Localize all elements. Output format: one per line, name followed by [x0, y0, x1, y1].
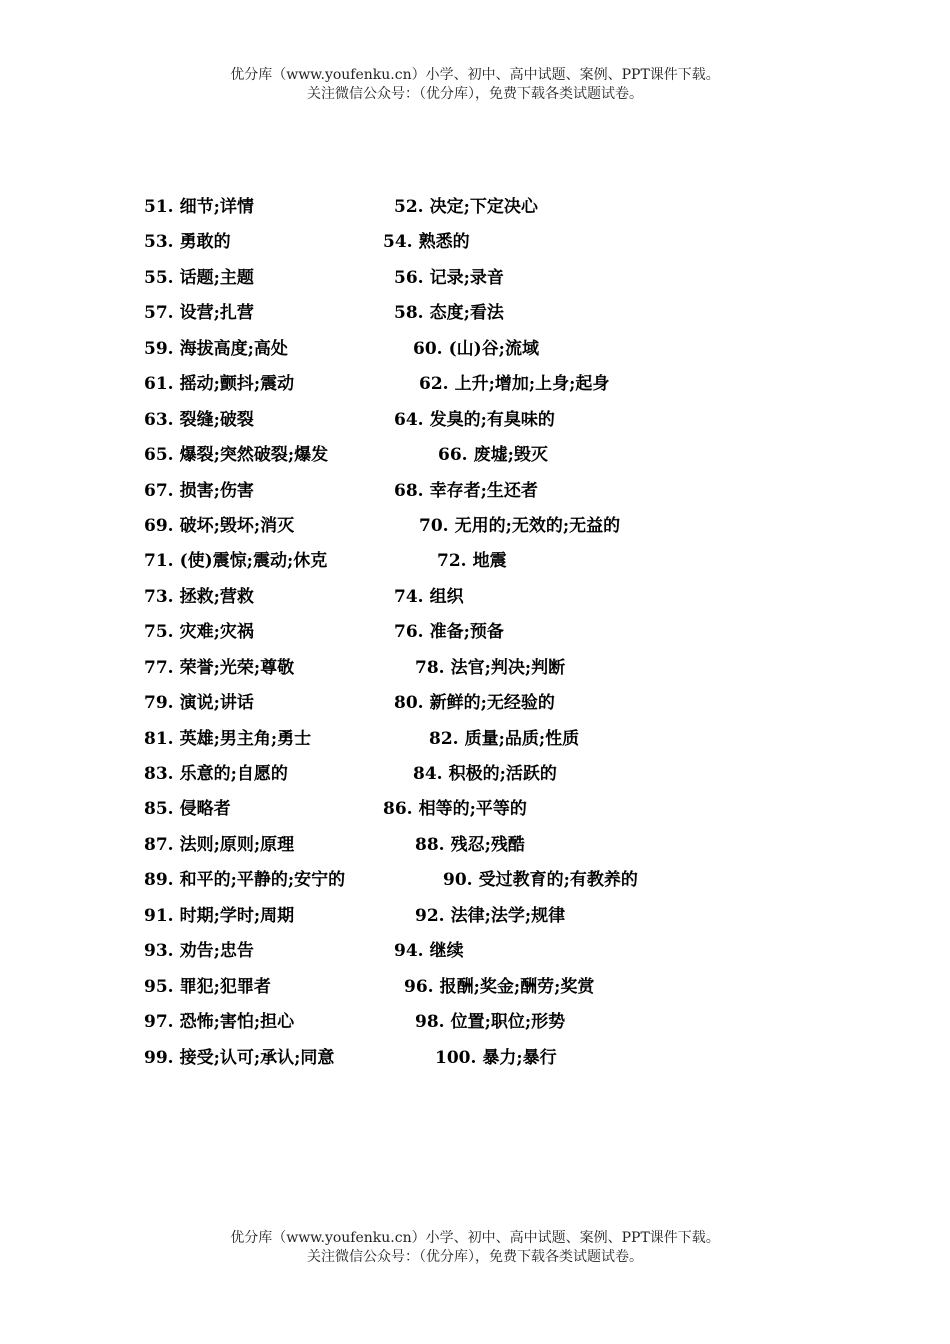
entry-left [144, 549, 327, 573]
entry-number: 77. [144, 657, 174, 678]
entry-meaning: 摇动;颤抖;震动 [179, 374, 295, 395]
entry-meaning: 无用的;无效的;无益的 [454, 515, 621, 536]
entry-right [415, 833, 525, 857]
entry-row [0, 443, 950, 478]
entry-left [144, 372, 294, 396]
entry-left [144, 939, 254, 963]
entry-right [443, 868, 638, 892]
entry-number: 83. [144, 764, 174, 784]
entry-number: 55. [144, 267, 174, 288]
entry-meaning: 准备;预备 [429, 622, 504, 643]
entry-meaning: 受过教育的;有教养的 [478, 870, 638, 891]
entry-left [144, 762, 288, 786]
entry-number: 65. [144, 445, 174, 466]
entry-number: 57. [144, 303, 174, 324]
entry-meaning: 废墟;毁灭 [473, 445, 548, 466]
entry-meaning: 记录;录音 [429, 267, 504, 288]
entry-right [394, 691, 555, 715]
entry-number: 70. [419, 515, 449, 536]
entry-meaning: 和平的;平静的;安宁的 [179, 870, 346, 891]
entry-number: 58. [394, 303, 424, 324]
entry-row [0, 195, 950, 230]
entry-number: 84. [413, 764, 443, 784]
entry-number: 66. [438, 445, 468, 466]
entry-meaning: (使)震惊;震动;休克 [179, 551, 328, 572]
entry-number: 60. [413, 338, 443, 359]
entry-meaning: 接受;认可;承认;同意 [179, 1047, 335, 1068]
entry-number: 54. [383, 232, 413, 253]
entry-left [144, 514, 294, 538]
entry-right [415, 1010, 565, 1034]
entry-meaning: 演说;讲话 [179, 693, 254, 714]
footer-line-2: 关注微信公众号：（优分库），免费下载各类试题试卷。 [307, 1249, 643, 1265]
entry-number: 74. [394, 586, 424, 607]
entry-number: 93. [144, 941, 174, 962]
entry-meaning: 时期;学时;周期 [179, 905, 295, 926]
entry-number: 100. [435, 1047, 477, 1068]
entry-row [0, 514, 950, 549]
entry-meaning: 乐意的;自愿的 [179, 764, 288, 784]
entry-number: 85. [144, 799, 174, 820]
entry-right [415, 656, 565, 680]
entry-number: 80. [394, 693, 424, 714]
entry-meaning: 发臭的;有臭味的 [429, 409, 555, 430]
entry-meaning: 灾难;灾祸 [179, 622, 254, 643]
entry-meaning: 熟悉的 [418, 232, 470, 253]
entry-left [144, 868, 345, 892]
entry-left [144, 585, 254, 609]
entry-right [419, 514, 620, 538]
entry-left [144, 301, 254, 325]
entry-left [144, 727, 311, 751]
entry-meaning: 幸存者;生还者 [429, 480, 538, 501]
entry-row [0, 939, 950, 974]
entry-meaning: 法则;原则;原理 [179, 834, 295, 855]
entry-left [144, 691, 254, 715]
entry-row [0, 691, 950, 726]
entry-row [0, 1046, 950, 1081]
entry-right [419, 372, 609, 396]
entry-meaning: 爆裂;突然破裂;爆发 [179, 445, 329, 466]
entry-number: 78. [415, 657, 445, 678]
entry-number: 91. [144, 905, 174, 926]
entry-left [144, 833, 294, 857]
entry-meaning: 质量;品质;性质 [464, 728, 580, 749]
entry-row [0, 372, 950, 407]
entry-row [0, 301, 950, 336]
entry-meaning: 暴力;暴行 [482, 1047, 557, 1068]
entry-number: 59. [144, 338, 174, 359]
entry-meaning: 劝告;忠告 [179, 941, 254, 962]
entry-right [437, 549, 507, 573]
entry-meaning: 相等的;平等的 [418, 799, 527, 820]
entry-meaning: 态度;看法 [429, 303, 504, 324]
entry-meaning: 上升;增加;上身;起身 [454, 374, 610, 395]
entry-number: 67. [144, 480, 174, 501]
entry-row [0, 337, 950, 372]
entry-meaning: 地震 [472, 551, 507, 572]
entry-row [0, 868, 950, 903]
header-line-1: 优分库（www.youfenku.cn）小学、初中、高中试题、案例、PPT课件下载。 [230, 67, 720, 83]
entry-right [383, 230, 470, 254]
entry-row [0, 585, 950, 620]
vocabulary-list [0, 195, 950, 1081]
entry-left [144, 337, 288, 361]
entry-number: 61. [144, 374, 174, 395]
entry-meaning: 侵略者 [179, 799, 231, 820]
entry-number: 76. [394, 622, 424, 643]
entry-row [0, 833, 950, 868]
entry-meaning: 报酬;奖金;酬劳;奖赏 [439, 976, 595, 997]
entry-meaning: 勇敢的 [179, 232, 231, 253]
entry-meaning: 英雄;男主角;勇士 [179, 728, 312, 749]
entry-row [0, 620, 950, 655]
entry-number: 92. [415, 905, 445, 926]
entry-meaning: 裂缝;破裂 [179, 409, 254, 430]
entry-meaning: 积极的;活跃的 [448, 764, 557, 784]
entry-number: 94. [394, 941, 424, 962]
entry-number: 51. [144, 197, 174, 217]
entry-right [394, 408, 555, 432]
entry-number: 64. [394, 409, 424, 430]
page-footer [0, 1229, 950, 1267]
entry-left [144, 230, 231, 254]
entry-right [435, 1046, 557, 1070]
entry-number: 71. [144, 551, 174, 572]
entry-right [394, 585, 464, 609]
entry-right [404, 975, 594, 999]
entry-meaning: 话题;主题 [179, 267, 254, 288]
entry-meaning: 位置;职位;形势 [450, 1012, 566, 1033]
entry-number: 62. [419, 374, 449, 395]
entry-left [144, 904, 294, 928]
entry-meaning: 法律;法学;规律 [450, 905, 566, 926]
entry-right [438, 443, 548, 467]
entry-right [394, 479, 538, 503]
entry-number: 69. [144, 515, 174, 536]
entry-left [144, 620, 254, 644]
entry-number: 89. [144, 870, 174, 891]
entry-meaning: 继续 [429, 941, 464, 962]
entry-left [144, 656, 294, 680]
entry-meaning: 荣誉;光荣;尊敬 [179, 657, 295, 678]
header-line-2: 关注微信公众号：（优分库），免费下载各类试题试卷。 [307, 86, 643, 102]
entry-number: 97. [144, 1012, 174, 1033]
entry-meaning: 拯救;营救 [179, 586, 254, 607]
entry-right [415, 904, 565, 928]
entry-number: 68. [394, 480, 424, 501]
entry-meaning: 破坏;毁坏;消灭 [179, 515, 295, 536]
entry-left [144, 1046, 334, 1070]
entry-number: 72. [437, 551, 467, 572]
entry-row [0, 762, 950, 797]
entry-number: 99. [144, 1047, 174, 1068]
entry-row [0, 549, 950, 584]
entry-meaning: 新鲜的;无经验的 [429, 693, 555, 714]
entry-number: 63. [144, 409, 174, 430]
footer-line-1: 优分库（www.youfenku.cn）小学、初中、高中试题、案例、PPT课件下载。 [230, 1230, 720, 1246]
entry-meaning: 海拔高度;高处 [179, 338, 288, 359]
entry-number: 95. [144, 976, 174, 997]
entry-left [144, 266, 254, 290]
entry-meaning: 决定;下定决心 [429, 197, 538, 217]
entry-right [429, 727, 579, 751]
entry-left [144, 1010, 294, 1034]
entry-row [0, 266, 950, 301]
entry-right [394, 195, 538, 219]
entry-row [0, 479, 950, 514]
entry-row [0, 797, 950, 832]
entry-meaning: 法官;判决;判断 [450, 657, 566, 678]
entry-row [0, 230, 950, 265]
entry-number: 87. [144, 834, 174, 855]
entry-row [0, 904, 950, 939]
entry-left [144, 975, 271, 999]
entry-number: 98. [415, 1012, 445, 1033]
entry-number: 88. [415, 834, 445, 855]
entry-number: 52. [394, 197, 424, 217]
entry-right [394, 301, 504, 325]
entry-number: 73. [144, 586, 174, 607]
entry-meaning: (山)谷;流域 [448, 338, 539, 359]
page-header [0, 66, 950, 104]
entry-right [394, 620, 504, 644]
entry-row [0, 656, 950, 691]
entry-number: 90. [443, 870, 473, 891]
entry-row [0, 408, 950, 443]
entry-right [383, 797, 527, 821]
entry-left [144, 479, 254, 503]
entry-meaning: 恐怖;害怕;担心 [179, 1012, 295, 1033]
entry-meaning: 设营;扎营 [179, 303, 254, 324]
entry-meaning: 组织 [429, 586, 464, 607]
entry-number: 79. [144, 693, 174, 714]
entry-right [413, 762, 557, 786]
entry-left [144, 443, 328, 467]
entry-number: 53. [144, 232, 174, 253]
entry-meaning: 细节;详情 [179, 197, 254, 217]
entry-row [0, 1010, 950, 1045]
entry-number: 81. [144, 728, 174, 749]
entry-number: 82. [429, 728, 459, 749]
entry-right [394, 939, 464, 963]
entry-row [0, 975, 950, 1010]
entry-right [413, 337, 539, 361]
entry-meaning: 残忍;残酷 [450, 834, 525, 855]
entry-number: 86. [383, 799, 413, 820]
entry-meaning: 损害;伤害 [179, 480, 254, 501]
entry-meaning: 罪犯;犯罪者 [179, 976, 271, 997]
entry-left [144, 195, 254, 219]
entry-number: 56. [394, 267, 424, 288]
entry-number: 96. [404, 976, 434, 997]
entry-left [144, 408, 254, 432]
entry-row [0, 727, 950, 762]
entry-right [394, 266, 504, 290]
entry-left [144, 797, 231, 821]
entry-number: 75. [144, 622, 174, 643]
